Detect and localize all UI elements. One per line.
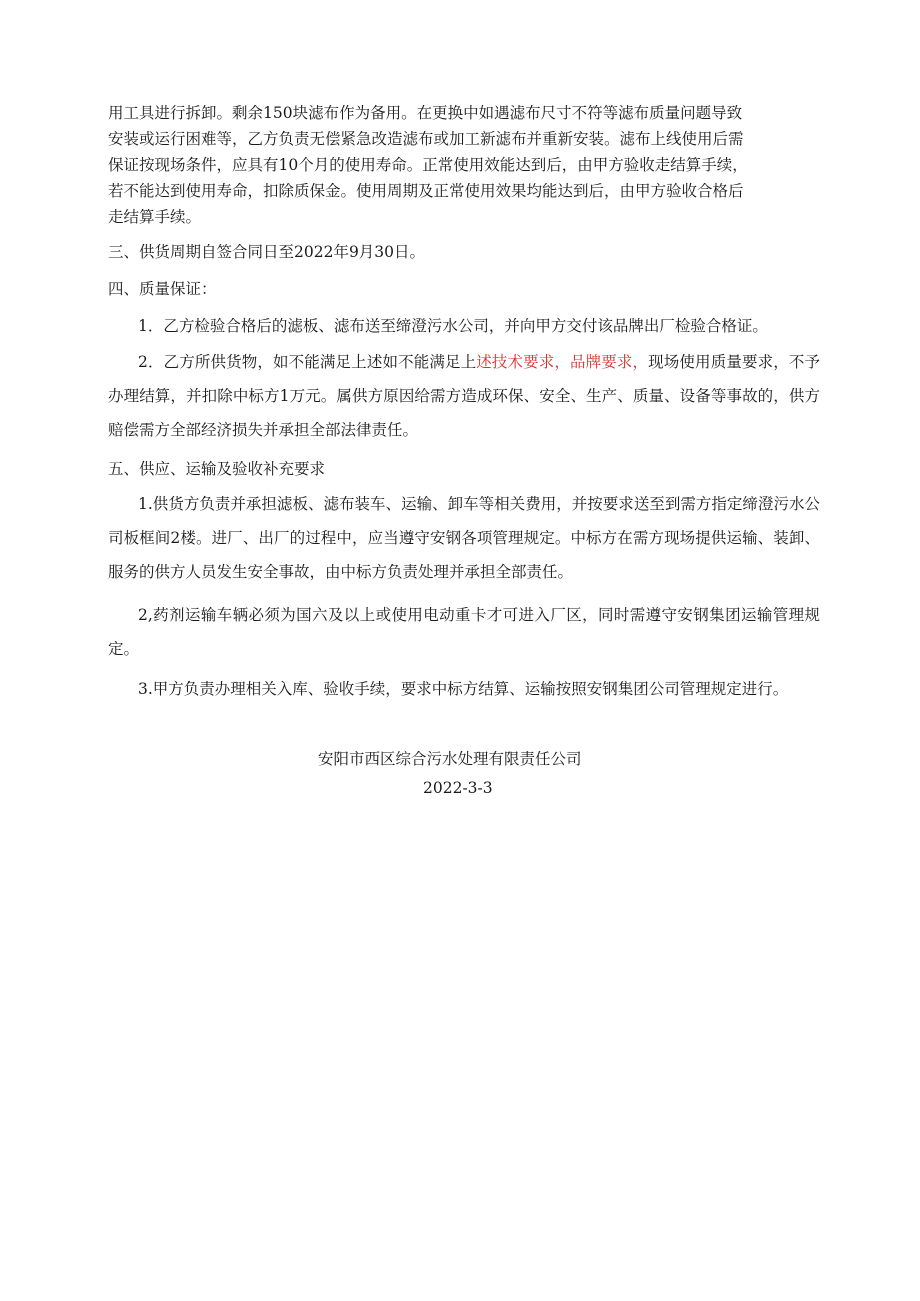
text-line: 用工具进行拆卸。剩余150块滤布作为备用。在更换中如遇滤布尺寸不符等滤布质量问题导致 [108, 104, 743, 122]
quality-item-1: 1．乙方检验合格后的滤板、滤布送至缔澄污水公司，并向甲方交付该品牌出厂检验合格证。 [138, 317, 768, 335]
quality-item-2-highlight: 述技术要求，品牌要求， [476, 353, 649, 371]
supply-item-1: 1.供货方负责并承担滤板、滤布装车、运输、卸车等相关费用，并按要求送至到需方指定缔澄污水公司板框间2楼。进厂、出厂的过程中，应当遵守安钢各项管理规定。中标方在需方现场提供运输、装卸、服务的供方人员发生安全事故，由中标方负责处理并承担全部责任。 [108, 495, 820, 581]
text-line: 若不能达到使用寿命，扣除质保金。使用周期及正常使用效果均能达到后，由甲方验收合格后 [108, 182, 744, 200]
quality-item-2-text-b: 现场使用质量要求，不予办理结算，并扣除中标方1万元。属供方原因给需方造成环保、安全、生产、质量、设备等事故的，供方赔偿需方全部经济损失并承担全部法律责任。 [108, 353, 820, 439]
section-supply-heading: 五、供应、运输及验收补充要求 [108, 460, 326, 478]
paragraph-filter-cloth-terms [108, 100, 820, 230]
supply-item-2: 2,药剂运输车辆必须为国六及以上或使用电动重卡才可进入厂区，同时需遵守安钢集团运输管理规定。 [108, 606, 820, 658]
quality-item-2-text-a: 2．乙方所供货物，如不能满足上述如不能满足上 [138, 353, 477, 371]
signature-date: 2022-3-3 [423, 779, 493, 797]
text-line: 安装或运行困难等，乙方负责无偿紧急改造滤布或加工新滤布并重新安装。滤布上线使用后需 [108, 130, 744, 148]
supply-item-3: 3.甲方负责办理相关入库、验收手续，要求中标方结算、运输按照安钢集团公司管理规定进行。 [138, 680, 789, 698]
text-line: 走结算手续。 [108, 208, 202, 226]
text-line: 保证按现场条件，应具有10个月的使用寿命。正常使用效能达到后，由甲方验收走结算手续， [108, 156, 748, 174]
quality-item-2 [108, 345, 820, 447]
section-quality-heading: 四、质量保证： [108, 280, 217, 298]
signature-company: 安阳市西区综合污水处理有限责任公司 [318, 750, 582, 768]
section-supply-period: 三、供货周期自签合同日至2022年9月30日。 [108, 243, 426, 261]
